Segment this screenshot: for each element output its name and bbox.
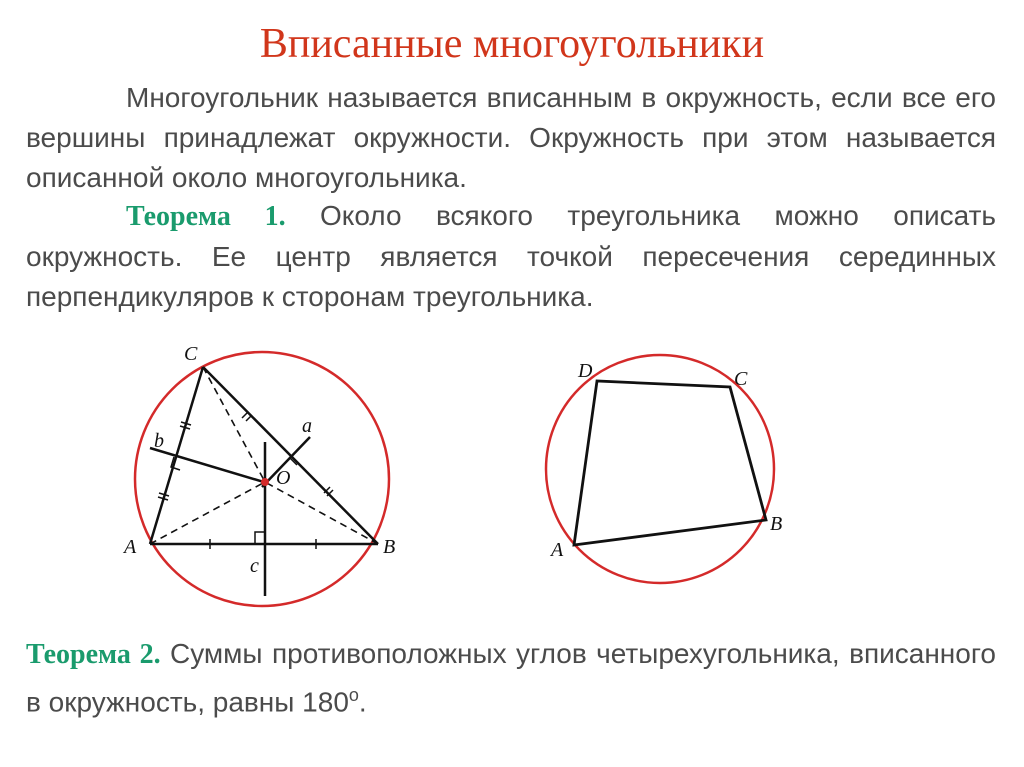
quadrilateral-abcd	[574, 381, 766, 545]
bisector-label-b: b	[154, 430, 164, 452]
side-bc	[203, 367, 378, 544]
quad-vertex-label-d: D	[578, 360, 593, 382]
theorem-2-paragraph	[26, 634, 996, 722]
theorem-2-end: .	[358, 686, 367, 718]
quad-vertex-label-c: C	[734, 368, 748, 390]
bisector-label-a: a	[302, 415, 312, 437]
vertex-label-b: B	[383, 536, 396, 558]
theorem-1-label: Теорема 1.	[126, 201, 286, 232]
bisector-label-c: c	[250, 555, 259, 577]
dashed-oa	[150, 482, 265, 544]
dashed-ob	[265, 482, 378, 544]
center-label-o: O	[276, 467, 291, 489]
triangle-figure	[122, 343, 395, 606]
theorem-2-text: Суммы противоположных углов четырехугольника, вписанного в окружность, равны 180	[26, 638, 996, 718]
theorem-2-label: Теорема 2.	[26, 639, 161, 670]
quadrilateral-figure	[546, 355, 782, 583]
circumcircle-triangle	[135, 352, 389, 606]
vertex-label-a: A	[124, 536, 137, 558]
quad-vertex-label-b: B	[770, 513, 783, 535]
definition-paragraph: Многоугольник называется вписанным в окружность, если все его вершины принадлежат окружности. Окружность при этом называется описанной около многоугольника.	[26, 82, 996, 193]
dashed-oc	[203, 367, 265, 482]
quad-vertex-label-a: A	[551, 539, 564, 561]
center-point-o	[261, 478, 269, 486]
theorem-1-text: Около всякого треугольника можно описать окружность. Ее центр является точкой пересечения серединных перпендикуляров к сторонам треугольника.	[26, 200, 996, 312]
degree-symbol: o	[348, 685, 359, 705]
slide-title: Вписанные многоугольники	[259, 21, 765, 67]
vertex-label-c: C	[184, 343, 198, 365]
right-angle-mark-c	[255, 532, 265, 544]
